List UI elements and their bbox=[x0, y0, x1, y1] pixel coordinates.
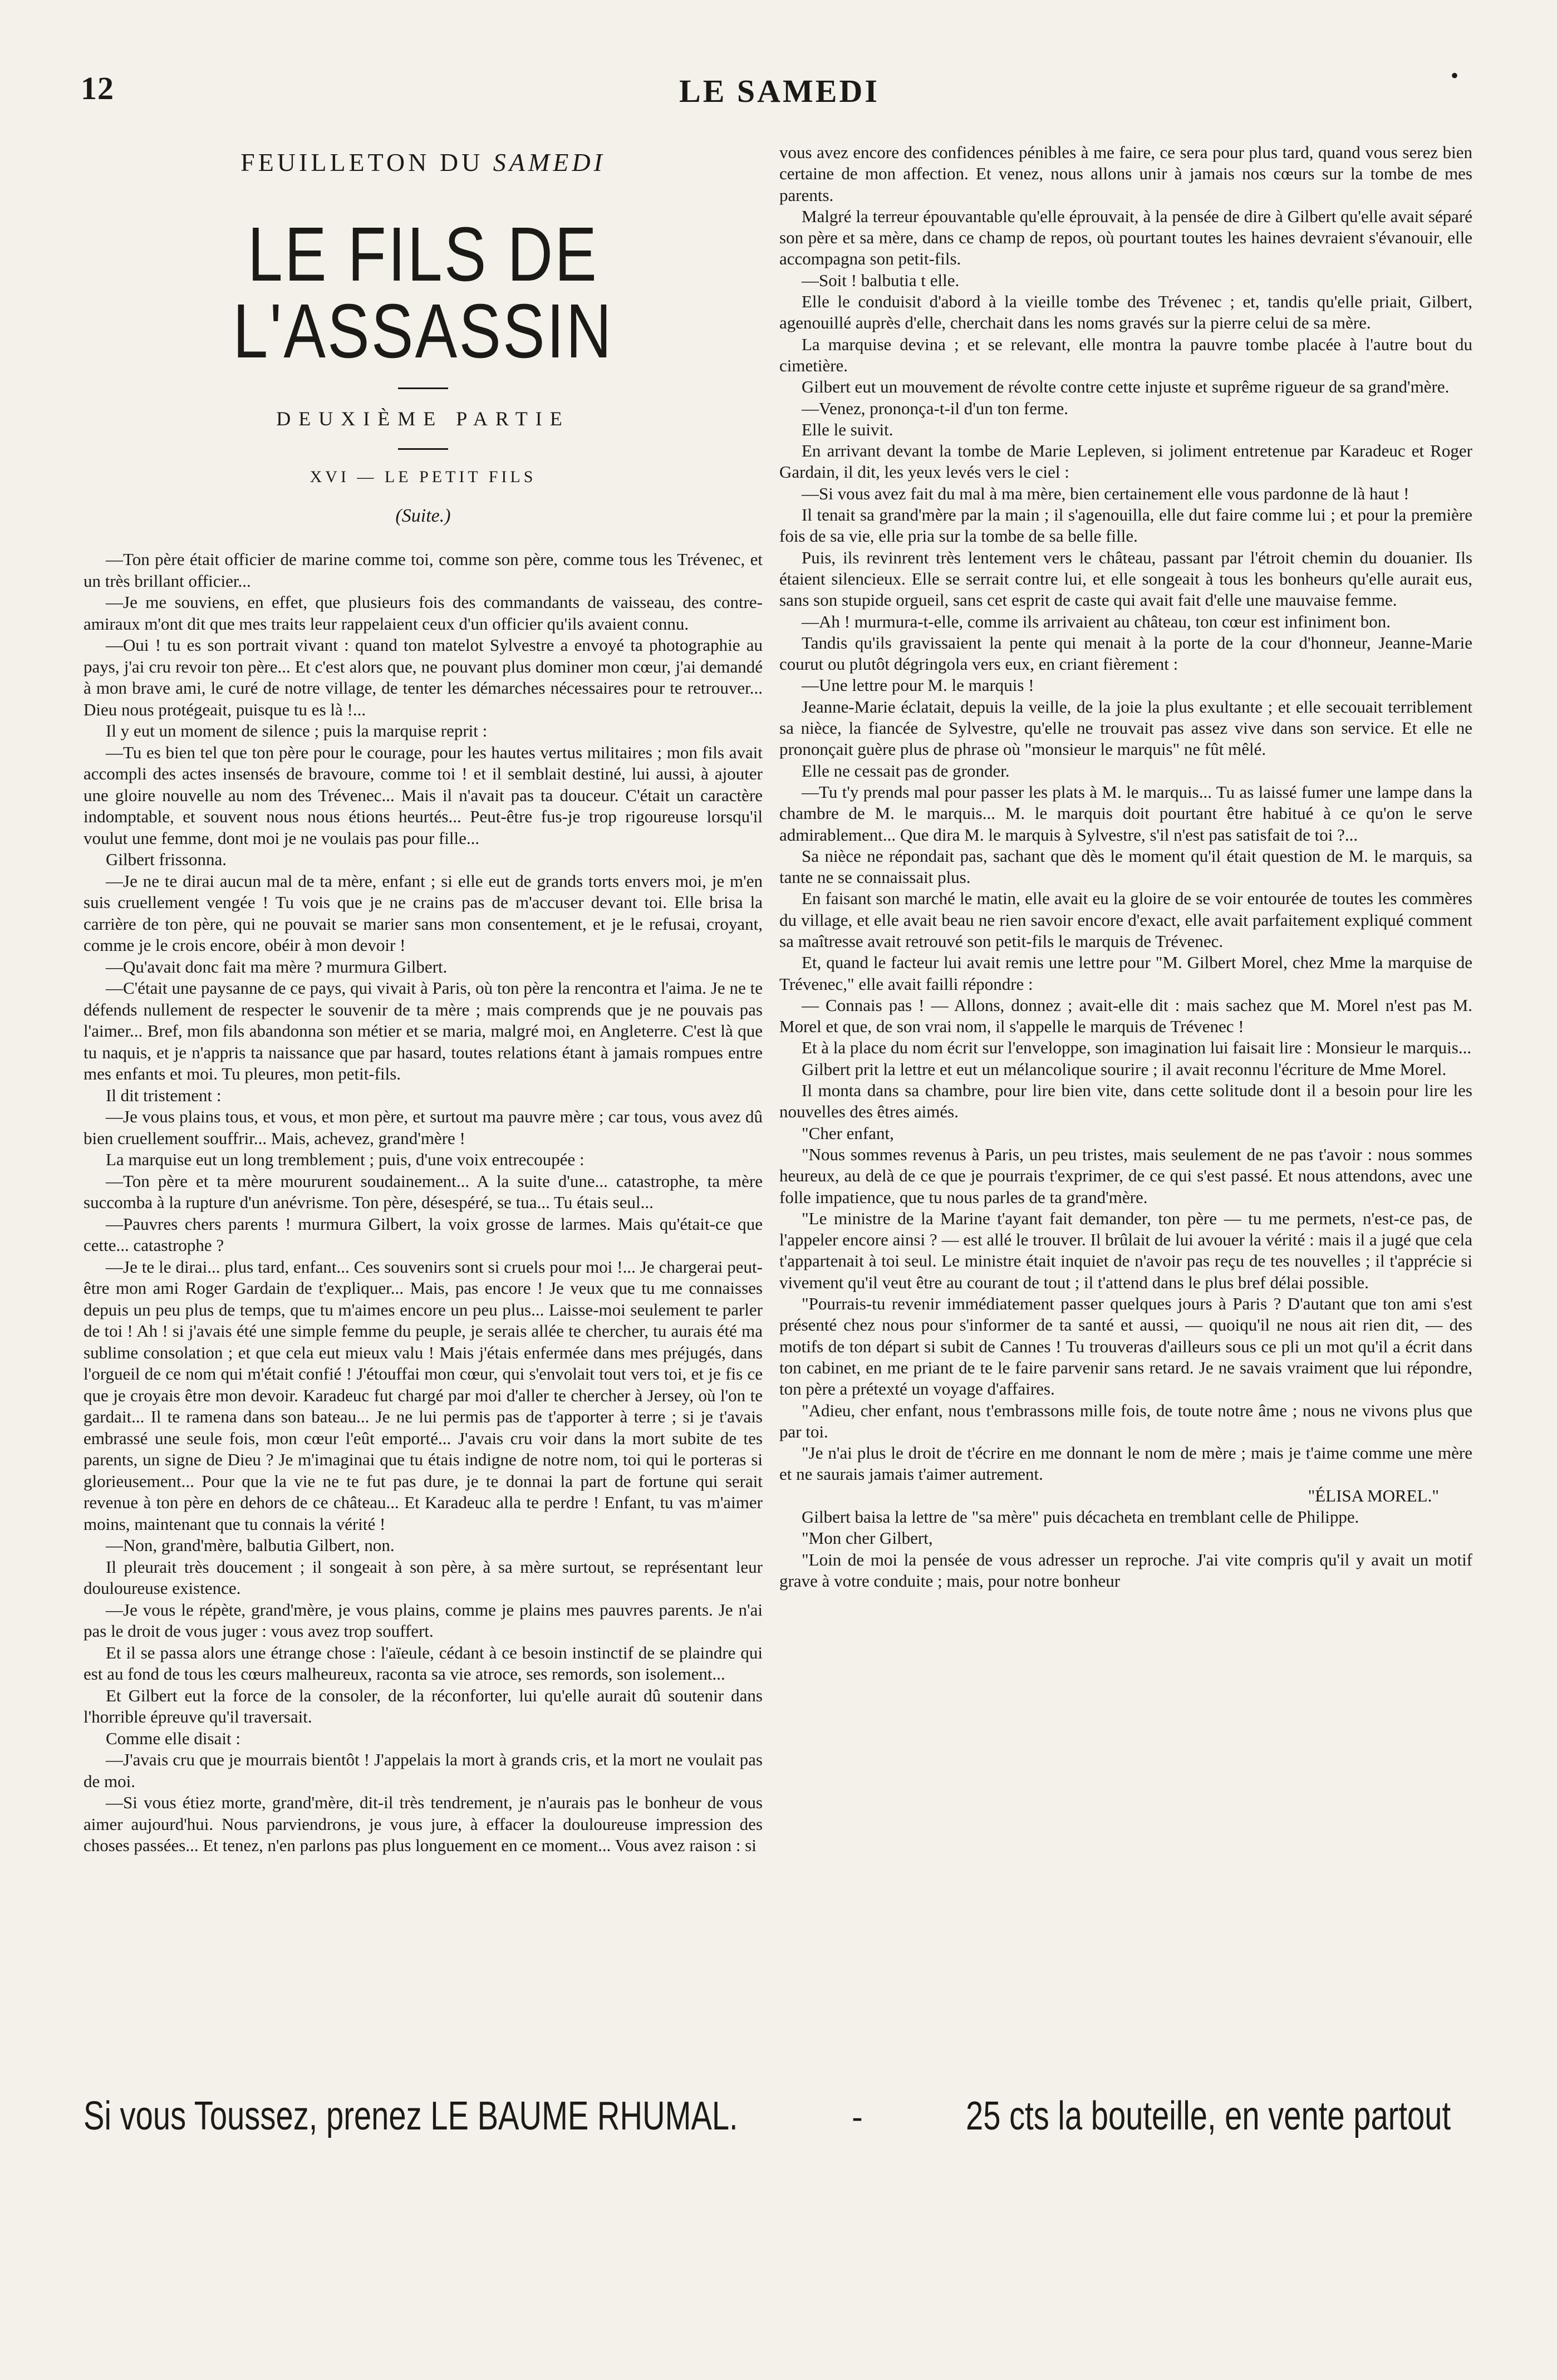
ad-baume-rhumal: Si vous Toussez, prenez LE BAUME RHUMAL. bbox=[84, 2094, 738, 2138]
footer-advertisement bbox=[0, 2093, 1557, 2160]
paragraph: En arrivant devant la tombe de Marie Lepleven, si joliment entretenue par Karadeuc et Roger Gardain, il dit, les yeux levés vers le ciel : bbox=[779, 441, 1472, 482]
paragraph: La marquise eut un long tremblement ; puis, d'une voix entrecoupée : bbox=[106, 1150, 585, 1169]
part-rule bbox=[398, 448, 448, 450]
paragraph: "Loin de moi la pensée de vous adresser un reproche. J'ai vite compris qu'il y avait un motif grave à votre conduite ; mais, pour notre bonheur bbox=[779, 1549, 1472, 1591]
paragraph: Et à la place du nom écrit sur l'enveloppe, son imagination lui faisait lire : Monsieur le marquis... bbox=[802, 1038, 1472, 1058]
paragraph: Il monta dans sa chambre, pour lire bien vite, dans cette solitude dont il a besoin pour lire les nouvelles des êtres aimés. bbox=[779, 1081, 1472, 1122]
paragraph: —Pauvres chers parents ! murmura Gilbert, la voix grosse de larmes. Mais qu'était-ce que cette... catastrophe ? bbox=[84, 1214, 763, 1255]
paragraph: —Si vous étiez morte, grand'mère, dit-il très tendrement, je n'aurais pas le bonheur de vous aimer aujourd'hui. Nous parviendrons, je vous jure, à effacer la douloureuse impression des choses passées... Et tenez, n'en parlons pas plus longuement en ce moment... Vous avez raison : si bbox=[84, 1793, 763, 1855]
paragraph: —Je ne te dirai aucun mal de ta mère, enfant ; si elle eut de grands torts envers moi, je m'en suis cruellement vengée ! Tu vois que je ne crains pas de m'accuser devant toi. Elle brisa la carrière de ton père, qui ne pouvait se marier sans mon consentement, et je le refusai, croyant, comme je le crois encore, obéir à mon devoir ! bbox=[84, 871, 763, 955]
paragraph: Malgré la terreur épouvantable qu'elle éprouvait, à la pensée de dire à Gilbert qu'elle avait séparé son père et sa mère, dans ce champ de repos, où pourtant toutes les haines devraient s'évanouir, elle accompagna son petit-fils. bbox=[779, 206, 1472, 269]
page-number: 12 bbox=[81, 70, 114, 106]
paragraph: —Oui ! tu es son portrait vivant : quand ton matelot Sylvestre a envoyé ta photographie au pays, j'ai cru revoir ton père... Et c'est alors que, ne pouvant plus dominer mon cœur, j'ai demandé à mon brave ami, le curé de notre village, de tenter les démarches nécessaires pour te retrouver... Dieu nous protégeait, puisque tu es là !... bbox=[84, 635, 763, 719]
ad-price: 25 cts la bouteille, en vente partout bbox=[966, 2094, 1451, 2138]
story-title: LE FILS DE L'ASSASSIN bbox=[233, 212, 613, 374]
left-column bbox=[84, 142, 763, 1857]
paragraph: vous avez encore des confidences pénibles à me faire, ce sera pour plus tard, quand vous serez bien certaine de mon affection. Et venez, nous allons unir à jamais nos cœurs sur la tombe de mes parents. bbox=[779, 143, 1472, 205]
paragraph: —Je me souviens, en effet, que plusieurs fois des commandants de vaisseau, des contre-amiraux m'ont dit que mes traits leur rappelaient ceux d'un officier qu'ils avaient connu. bbox=[84, 592, 763, 634]
paragraph: —Je te le dirai... plus tard, enfant... Ces souvenirs sont si cruels pour moi !... Je chargerai peut-être mon ami Roger Gardain de t'expliquer... Mais, pas encore ! Je veux que tu me connaisses depuis un peu plus de temps, que tu m'aimes encore un peu plus... Laisse-moi seulement te parler de toi ! Ah ! si j'avais été une simple femme du peuple, je serais allée te chercher, tu aurais été ma sublime consolation ; et que cela eut mieux valu ! Mais j'étais enfermée dans mes préjugés, dans l'orgueil de ce nom qui m'était confié ! J'étouffai mon cœur, qui s'envolait tout vers toi, et je fis ce que je croyais être mon devoir. Karadeuc fut chargé par moi d'aller te chercher à Jersey, où l'on te gardait... Il te ramena dans son bateau... Je ne lui permis pas de t'apporter à terre ; si je t'avais embrassé une seule fois, mon cœur l'eût emporté... J'avais cru voir dans la mort subite de tes parents, un signe de Dieu ? Je m'imaginai que tu étais indigne de notre nom, toi qui le porteras si glorieusement... Pour que la vie ne te fut pas dure, je te donnai la part de fortune qui serait revenue à ton père en dehors de ce château... Et Karadeuc alla te perdre ! Enfant, tu vas m'aimer moins, maintenant que tu connais la vérité ! bbox=[84, 1257, 763, 1534]
paragraph: —C'était une paysanne de ce pays, qui vivait à Paris, où ton père la rencontra et l'aima. Je ne te défends nullement de respecter le souvenir de ta mère ; mais comprends que je ne pouvais pas l'aimer... Bref, mon fils abandonna son métier et se maria, malgré moi, en Angleterre. C'est là que tu naquis, et je n'appris ta naissance que par hasard, toutes relations étant à jamais rompues entre mes enfants et moi. Tu pleures, mon petit-fils. bbox=[84, 978, 763, 1083]
paragraph: Gilbert baisa la lettre de "sa mère" puis décacheta en tremblant celle de Philippe. bbox=[802, 1507, 1359, 1527]
paragraph: —Une lettre pour M. le marquis ! bbox=[802, 675, 1034, 695]
paragraph: Elle le conduisit d'abord à la vieille tombe des Trévenec ; et, tandis qu'elle priait, Gilbert, agenouillé auprès d'elle, cherchait dans les noms gravés sur la pierre celui de sa mère. bbox=[779, 292, 1472, 333]
paragraph: —Venez, prononça-t-il d'un ton ferme. bbox=[802, 398, 1069, 418]
paragraph: Et il se passa alors une étrange chose : l'aïeule, cédant à ce besoin instinctif de se plaindre qui est au fond de tous les cœurs malheureux, raconta sa vie atroce, ses remords, son isolement... bbox=[84, 1642, 763, 1684]
paragraph: Puis, ils revinrent très lentement vers le château, passant par l'étroit chemin du douanier. Ils étaient silencieux. Elle se serrait contre lui, et elle songeait à tous les bonheurs qu'elle aurait eus, sans son stupide orgueil, sans cet esprit de caste qui avait fait d'elle une mauvaise femme. bbox=[779, 547, 1472, 610]
paragraph: —Ton père et ta mère moururent soudainement... A la suite d'une... catastrophe, ta mère succomba à la rupture d'un anévrisme. Ton père, désespéré, se tua... Tu étais seul... bbox=[84, 1171, 763, 1212]
paragraph: —Si vous avez fait du mal à ma mère, bien certainement elle vous pardonne de là haut ! bbox=[802, 483, 1409, 503]
paragraph: "Je n'ai plus le droit de t'écrire en me donnant le nom de mère ; mais je t'aime comme une mère et ne saurais jamais t'aimer autrement. bbox=[779, 1443, 1472, 1484]
paragraph: — Connais pas ! — Allons, donnez ; avait-elle dit : mais sachez que M. Morel n'est pas M. Morel et que, de son vrai nom, il s'appelle le marquis de Trévenec ! bbox=[779, 995, 1472, 1037]
paragraph: "ÉLISA MOREL." bbox=[1308, 1485, 1439, 1505]
paragraph: Sa nièce ne répondait pas, sachant que dès le moment qu'il était question de M. le marquis, sa tante ne se connaissait plus. bbox=[779, 846, 1472, 887]
paragraph: Comme elle disait : bbox=[106, 1728, 240, 1748]
paragraph: Gilbert prit la lettre et eut un mélancolique sourire ; il avait reconnu l'écriture de Mme Morel. bbox=[802, 1059, 1447, 1079]
chapter-label: XVI — LE PETIT FILS bbox=[310, 468, 537, 486]
paragraph: —Tu t'y prends mal pour passer les plats à M. le marquis... Tu as laissé fumer une lampe dans la chambre de M. le marquis... M. le marquis doit pourtant être habitué à ce qu'on le serve admirablement... Que dira M. le marquis à Sylvestre, s'il n'est pas satisfait de toi ?... bbox=[779, 782, 1472, 845]
paragraph: —Ah ! murmura-t-elle, comme ils arrivaient au château, ton cœur est infiniment bon. bbox=[802, 611, 1391, 631]
paragraph: Il y eut un moment de silence ; puis la marquise reprit : bbox=[106, 721, 488, 740]
part-label: DEUXIÈME PARTIE bbox=[276, 408, 570, 430]
paragraph: Elle ne cessait pas de gronder. bbox=[802, 760, 1010, 781]
paragraph: —Tu es bien tel que ton père pour le courage, pour les hautes vertus militaires ; mon fils avait accompli des actes insensés de bravoure, comme toi ! et il semblait destiné, lui aussi, à ajouter une gloire nouvelle au nom des Trévenec... Mais il n'avait pas ta douceur. C'était un caractère indomptable, et souvent nous nous étions heurtés... Peut-être fus-je trop rigoureuse lorsqu'il voulut une femme, dont moi je ne voulais pas pour fille... bbox=[84, 742, 763, 848]
feuilleton-label bbox=[84, 148, 763, 177]
feuilleton-prefix: FEUILLETON DU bbox=[240, 148, 484, 176]
title-rule bbox=[398, 387, 448, 389]
paragraph: Et, quand le facteur lui avait remis une lettre pour "M. Gilbert Morel, chez Mme la marquise de Trévenec," elle avait failli répondre : bbox=[779, 953, 1472, 994]
paragraph: "Mon cher Gilbert, bbox=[802, 1528, 933, 1548]
left-column-body bbox=[84, 549, 763, 1857]
newspaper-name: LE SAMEDI bbox=[679, 73, 880, 109]
paragraph: "Le ministre de la Marine t'ayant fait demander, ton père — tu me permets, n'est-ce pas, de l'appeler encore ainsi ? — est allé le trouver. Il brûlait de lui avouer la vérité : mais il a jugé que cela t'appartenait à toi seul. Le ministre était inquiet de n'avoir pas reçu de tes nouvelles ; il t'apprécie si vivement qu'il veut être au courant de tout ; il t'attend dans le plus bref délai possible. bbox=[779, 1208, 1472, 1292]
paragraph: —Soit ! balbutia t elle. bbox=[802, 270, 960, 290]
paragraph: "Nous sommes revenus à Paris, un peu tristes, mais seulement de ne pas t'avoir : nous sommes heureux, au delà de ce que je pourrais t'exprimer, de ce qui s'est passé. Et nous attendons, avec une folle impatience, que tu nous parles de ta grand'mère. bbox=[779, 1144, 1472, 1207]
paragraph: La marquise devina ; et se relevant, elle montra la pauvre tombe placée à l'autre bout du cimetière. bbox=[779, 334, 1472, 375]
paragraph: —Je vous le répète, grand'mère, je vous plains, comme je plains mes pauvres parents. Je n'ai pas le droit de vous juger : vous avez trop souffert. bbox=[84, 1599, 763, 1641]
paragraph: —Je vous plains tous, et vous, et mon père, et surtout ma pauvre mère ; car tous, vous avez dû bien cruellement souffrir... Mais, achevez, grand'mère ! bbox=[84, 1107, 763, 1148]
paragraph: —Qu'avait donc fait ma mère ? murmura Gilbert. bbox=[106, 956, 448, 976]
paragraph: Elle le suivit. bbox=[802, 419, 893, 439]
paragraph: —Ton père était officier de marine comme toi, comme son père, comme tous les Trévenec, et un très brillant officier... bbox=[84, 549, 763, 591]
paragraph: —J'avais cru que je mourrais bientôt ! J'appelais la mort à grands cris, et la mort ne voulait pas de moi. bbox=[84, 1750, 763, 1791]
paragraph: Il pleurait très doucement ; il songeait à son père, à sa mère surtout, se représentant leur douloureuse existence. bbox=[84, 1557, 763, 1598]
feuilleton-newspaper: SAMEDI bbox=[493, 148, 606, 176]
paragraph: "Cher enfant, bbox=[802, 1123, 894, 1143]
paragraph: Tandis qu'ils gravissaient la pente qui menait à la porte de la cour d'honneur, Jeanne-Marie courut ou plutôt dégringola vers eux, en criant fièrement : bbox=[779, 632, 1472, 674]
paragraph: Jeanne-Marie éclatait, depuis la veille, de la joie la plus exultante ; et elle secouait terriblement sa nièce, la fiancée de Sylvestre, qu'elle ne trouvait pas assez vive dans son service. Et elle ne prononçait guère plus de phrase où "monsieur le marquis" ne fût mêlé. bbox=[779, 696, 1472, 759]
paragraph: Et Gilbert eut la force de la consoler, de la réconforter, lui qu'elle aurait dû soutenir dans l'horrible épreuve qu'il traversait. bbox=[84, 1685, 763, 1726]
paragraph: En faisant son marché le matin, elle avait eu la gloire de se voir entourée de toutes les commères du village, et elle avait beau ne rien savoir encore d'exact, elle avait parfaitement expliqué comment sa maîtresse avait retrouvé son petit-fils le marquis de Trévenec. bbox=[779, 889, 1472, 951]
suite-label: (Suite.) bbox=[395, 506, 451, 526]
printer-dot: • bbox=[1451, 63, 1459, 88]
paragraph: —Non, grand'mère, balbutia Gilbert, non. bbox=[106, 1535, 395, 1555]
paragraph: Gilbert frissonna. bbox=[106, 850, 227, 869]
paragraph: Il tenait sa grand'mère par la main ; il s'agenouilla, elle dut faire comme lui ; et pour la première fois de sa vie, elle pria sur la tombe de sa belle fille. bbox=[779, 505, 1472, 546]
paragraph: Gilbert eut un mouvement de révolte contre cette injuste et suprême rigueur de sa grand'mère. bbox=[802, 377, 1450, 397]
paragraph: Il dit tristement : bbox=[106, 1085, 222, 1105]
paragraph: "Pourrais-tu revenir immédiatement passer quelques jours à Paris ? D'autant que ton ami s'est présenté chez nous pour s'informer de ta santé et aussi, — quoiqu'il ne nous ait rien dit, — des motifs de ton départ si subit de Cannes ! Tu trouveras d'ailleurs sous ce pli un mot qu'il a écrit dans ton cabinet, en me priant de te le faire parvenir sans retard. Je ne savais vraiment que lui répondre, ton père a prétexté un voyage d'affaires. bbox=[779, 1294, 1472, 1399]
paragraph: "Adieu, cher enfant, nous t'embrassons mille fois, de toute notre âme ; nous ne vivons plus que par toi. bbox=[779, 1400, 1472, 1441]
right-column bbox=[779, 142, 1472, 1592]
ad-separator: - bbox=[852, 2098, 863, 2136]
